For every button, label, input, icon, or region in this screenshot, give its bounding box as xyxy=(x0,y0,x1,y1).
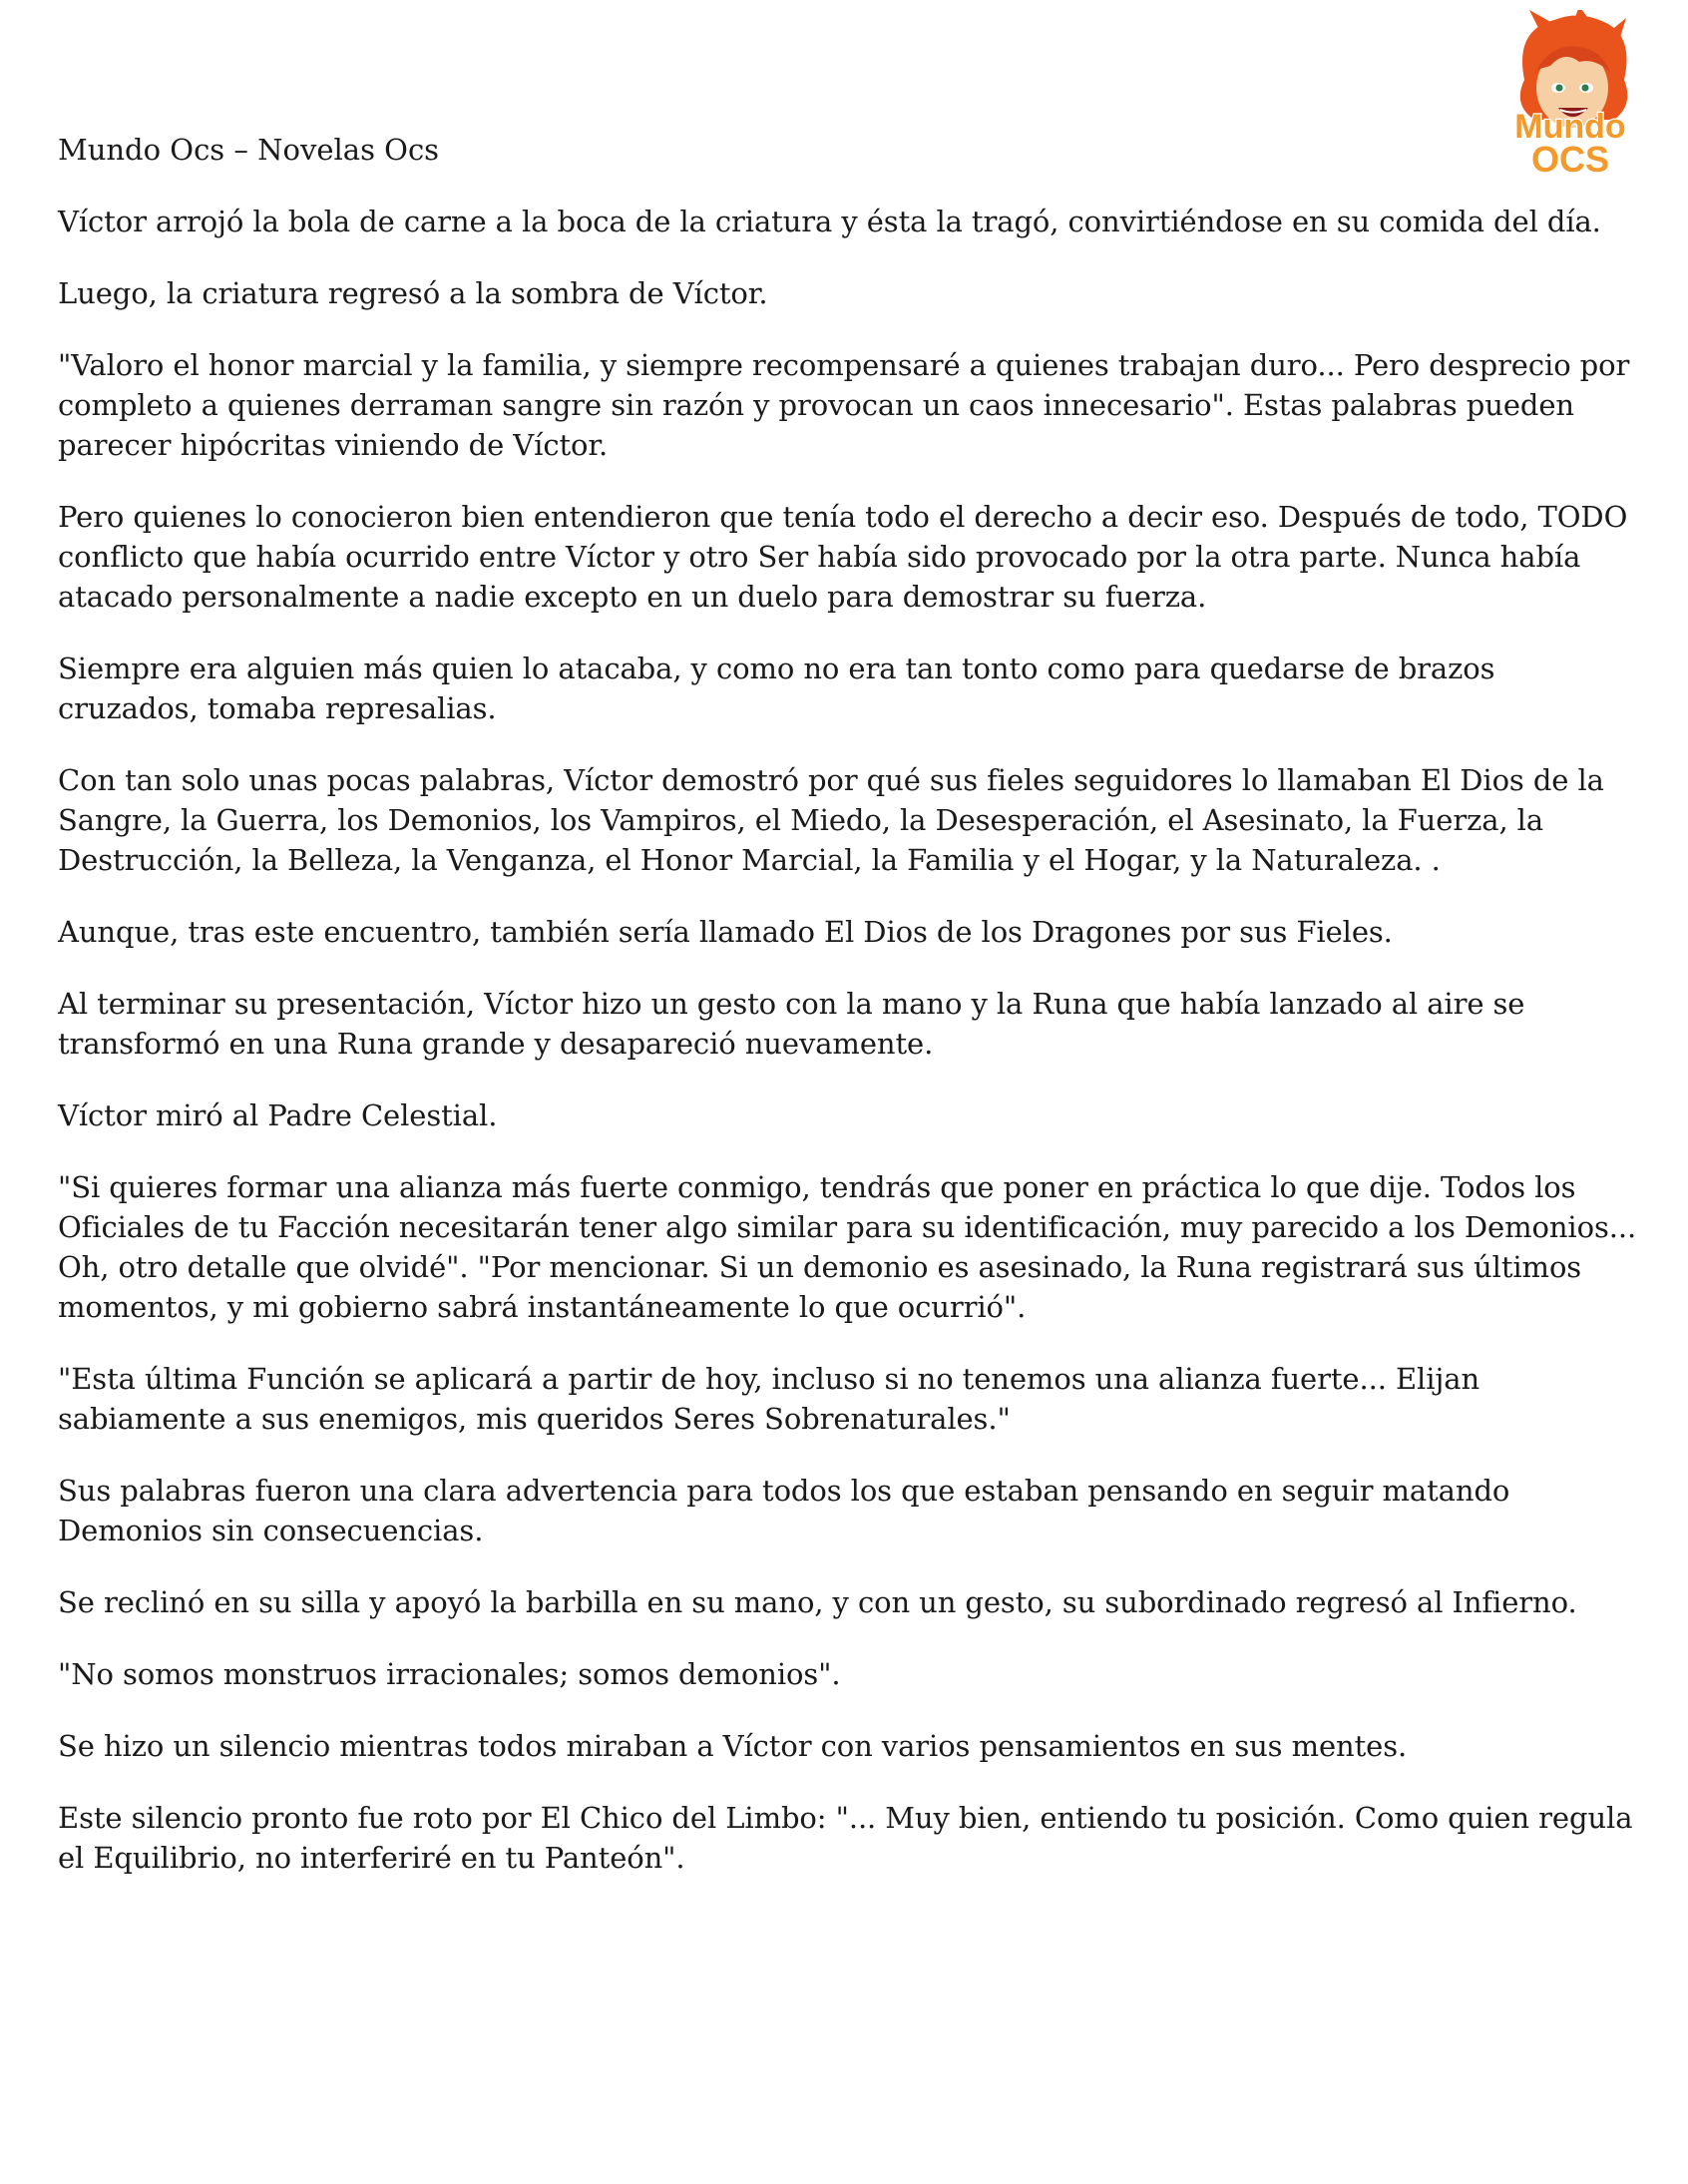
paragraph-8: Al terminar su presentación, Víctor hizo un gesto con la mano y la Runa que había lanzado al aire se transformó en una Runa grande y desapareció nuevamente. xyxy=(58,987,1525,1061)
paragraph-9: Víctor miró al Padre Celestial. xyxy=(58,1098,498,1132)
logo-text-top: Mundo xyxy=(1514,108,1626,146)
paragraph-4: Pero quienes lo conocieron bien entendieron que tenía todo el derecho a decir eso. Después de todo, TODO conflicto que había ocurrido entre Víctor y otro Ser había sido provocado por la otra parte. Nunca había atacado personalmente a nadie excepto en un duelo para demostrar su fuerza. xyxy=(58,500,1628,614)
paragraph-12: Sus palabras fueron una clara advertencia para todos los que estaban pensando en seguir matando Demonios sin consecuencias. xyxy=(58,1474,1510,1547)
paragraph-3: "Valoro el honor marcial y la familia, y siempre recompensaré a quienes trabajan duro... Pero desprecio por completo a quienes derraman sangre sin razón y provocan un caos innecesario". Estas palabras pueden parecer hipócritas viniendo de Víctor. xyxy=(58,348,1630,462)
paragraph-1: Víctor arrojó la bola de carne a la boca de la criatura y ésta la tragó, convirtiéndose en su comida del día. xyxy=(58,205,1601,238)
paragraph-14: "No somos monstruos irracionales; somos demonios". xyxy=(58,1657,841,1691)
paragraph-5: Siempre era alguien más quien lo atacaba, y como no era tan tonto como para quedarse de brazos cruzados, tomaba represalias. xyxy=(58,652,1495,725)
paragraph-13: Se reclinó en su silla y apoyó la barbilla en su mano, y con un gesto, su subordinado regresó al Infierno. xyxy=(58,1585,1577,1619)
paragraph-2: Luego, la criatura regresó a la sombra de Víctor. xyxy=(58,276,768,310)
paragraph-16: Este silencio pronto fue roto por El Chico del Limbo: "... Muy bien, entiendo tu posición. Como quien regula el Equilibrio, no interferiré en tu Panteón". xyxy=(58,1801,1633,1875)
document-header: Mundo Ocs – Novelas Ocs xyxy=(58,133,440,167)
paragraph-10: "Si quieres formar una alianza más fuerte conmigo, tendrás que poner en práctica lo que dije. Todos los Oficiales de tu Facción necesitarán tener algo similar para su identificación, muy parecido a los Demonios... Oh, otro detalle que olvidé". "Por mencionar. Si un demonio es asesinado, la Runa registrará sus últimos momentos, y mi gobierno sabrá instantáneamente lo que ocurrió". xyxy=(58,1170,1637,1324)
paragraph-11: "Esta última Función se aplicará a partir de hoy, incluso si no tenemos una alianza fuerte... Elijan sabiamente a sus enemigos, mis queridos Seres Sobrenaturales." xyxy=(58,1362,1480,1436)
paragraph-15: Se hizo un silencio mientras todos miraban a Víctor con varios pensamientos en sus mentes. xyxy=(58,1729,1408,1763)
logo-text-bottom: OCS xyxy=(1530,139,1610,180)
paragraph-7: Aunque, tras este encuentro, también sería llamado El Dios de los Dragones por sus Fieles. xyxy=(58,915,1393,949)
document-body xyxy=(58,130,1644,1910)
paragraph-6: Con tan solo unas pocas palabras, Víctor demostró por qué sus fieles seguidores lo llamaban El Dios de la Sangre, la Guerra, los Demonios, los Vampiros, el Miedo, la Desesperación, el Asesinato, la Fuerza, la Destrucción, la Belleza, la Venganza, el Honor Marcial, la Familia y el Hogar, y la Naturaleza. . xyxy=(58,763,1604,877)
